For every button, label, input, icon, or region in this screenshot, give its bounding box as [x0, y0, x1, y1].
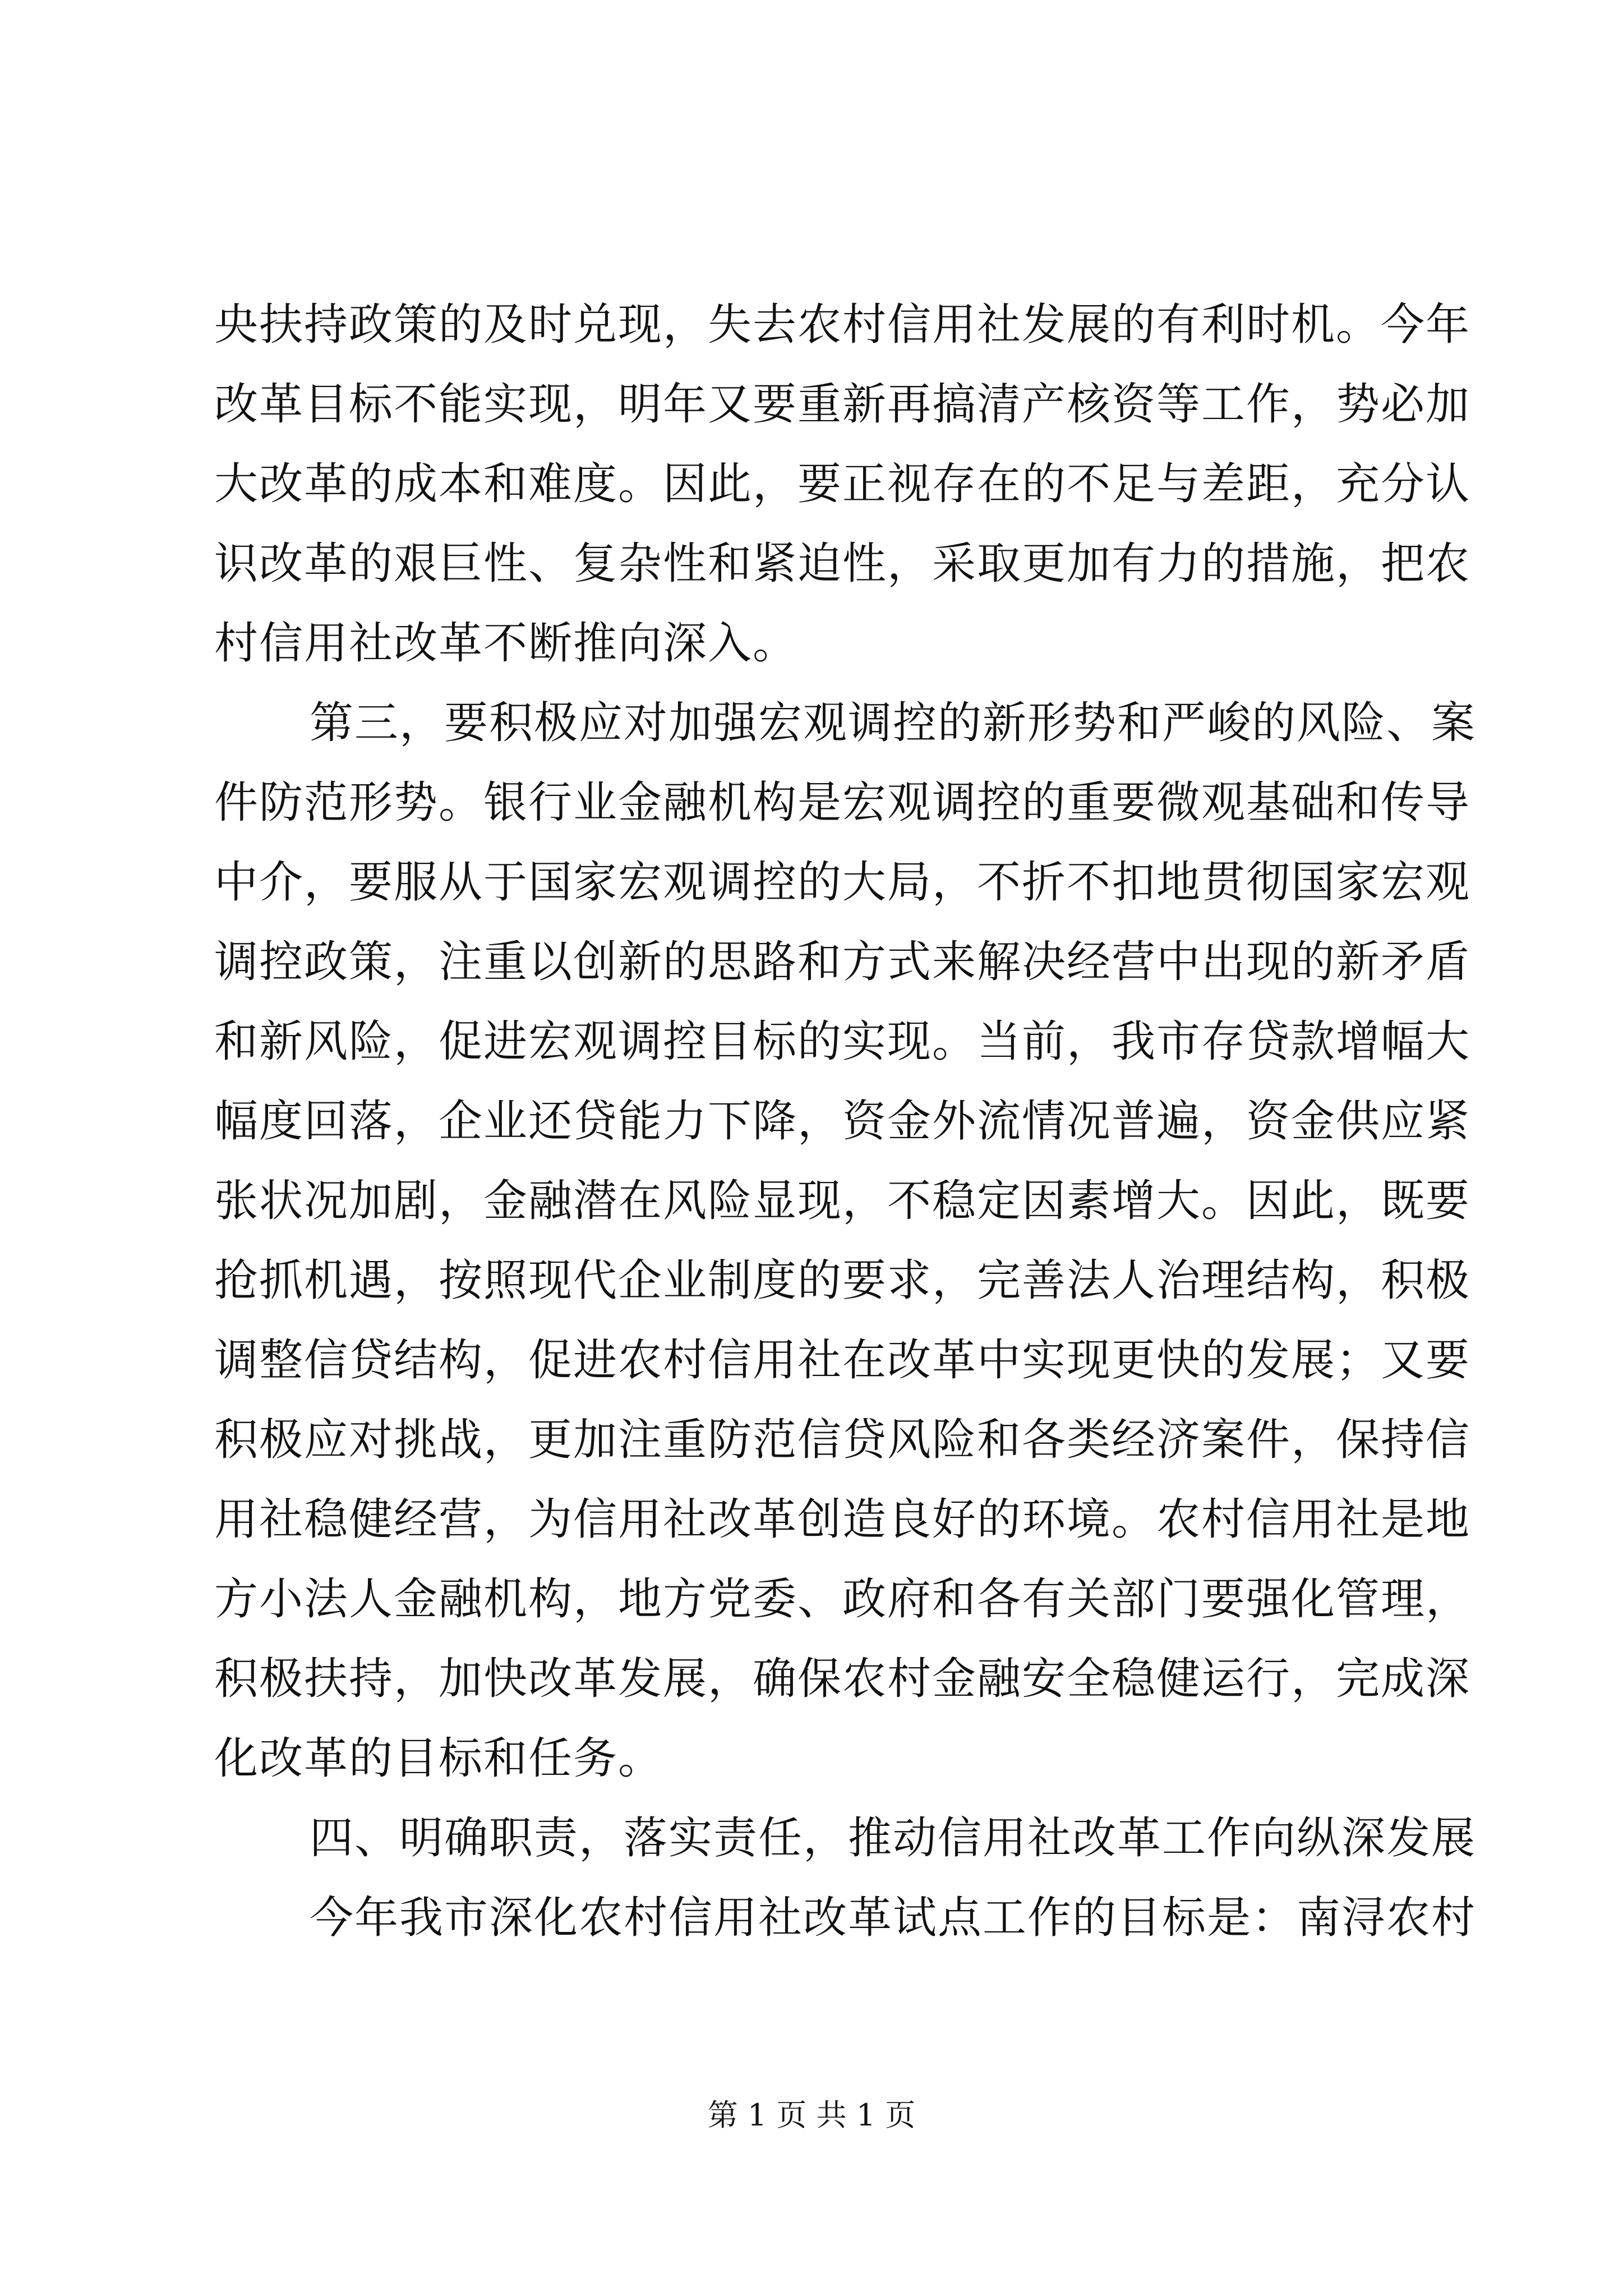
text-line: 化改革的目标和任务。 [214, 1733, 663, 1784]
body-text [214, 285, 1477, 1958]
text-line: 和新风险，促进宏观调控目标的实现。当前，我市存贷款增幅大 [214, 1016, 1471, 1067]
text-line: 件防范形势。银行业金融机构是宏观调控的重要微观基础和传导 [214, 777, 1471, 828]
text-line: 大改革的成本和难度。因此，要正视存在的不足与差距，充分认 [214, 459, 1471, 509]
text-line: 抢抓机遇，按照现代企业制度的要求，完善法人治理结构，积极 [214, 1255, 1471, 1306]
text-line: 央扶持政策的及时兑现，失去农村信用社发展的有利时机。今年 [214, 300, 1471, 350]
text-line: 今年我市深化农村信用社改革试点工作的目标是：南浔农村 [310, 1893, 1477, 1943]
text-line: 中介，要服从于国家宏观调控的大局，不折不扣地贯彻国家宏观 [214, 857, 1471, 908]
text-line: 村信用社改革不断推向深入。 [214, 618, 798, 669]
text-line: 用社稳健经营，为信用社改革创造良好的环境。农村信用社是地 [214, 1494, 1471, 1545]
text-line: 第三，要积极应对加强宏观调控的新形势和严峻的风险、案 [310, 698, 1477, 748]
text-line: 改革目标不能实现，明年又要重新再搞清产核资等工作，势必加 [214, 379, 1471, 430]
text-line: 张状况加剧，金融潜在风险显现，不稳定因素增大。因此，既要 [214, 1176, 1471, 1226]
text-line: 积极扶持，加快改革发展，确保农村金融安全稳健运行，完成深 [214, 1654, 1471, 1704]
page-footer: 第 1 页 共 1 页 [707, 2097, 916, 2133]
text-line: 方小法人金融机构，地方党委、政府和各有关部门要强化管理， [214, 1574, 1471, 1625]
text-line: 识改革的艰巨性、复杂性和紧迫性，采取更加有力的措施，把农 [214, 539, 1471, 589]
text-line: 调控政策，注重以创新的思路和方式来解决经营中出现的新矛盾 [214, 937, 1471, 987]
section-heading: 四、明确职责，落实责任，推动信用社改革工作向纵深发展 [310, 1813, 1477, 1864]
text-line: 积极应对挑战，更加注重防范信贷风险和各类经济案件，保持信 [214, 1415, 1471, 1465]
text-line: 幅度回落，企业还贷能力下降，资金外流情况普遍，资金供应紧 [214, 1096, 1471, 1147]
text-line: 调整信贷结构，促进农村信用社在改革中实现更快的发展；又要 [214, 1335, 1471, 1386]
